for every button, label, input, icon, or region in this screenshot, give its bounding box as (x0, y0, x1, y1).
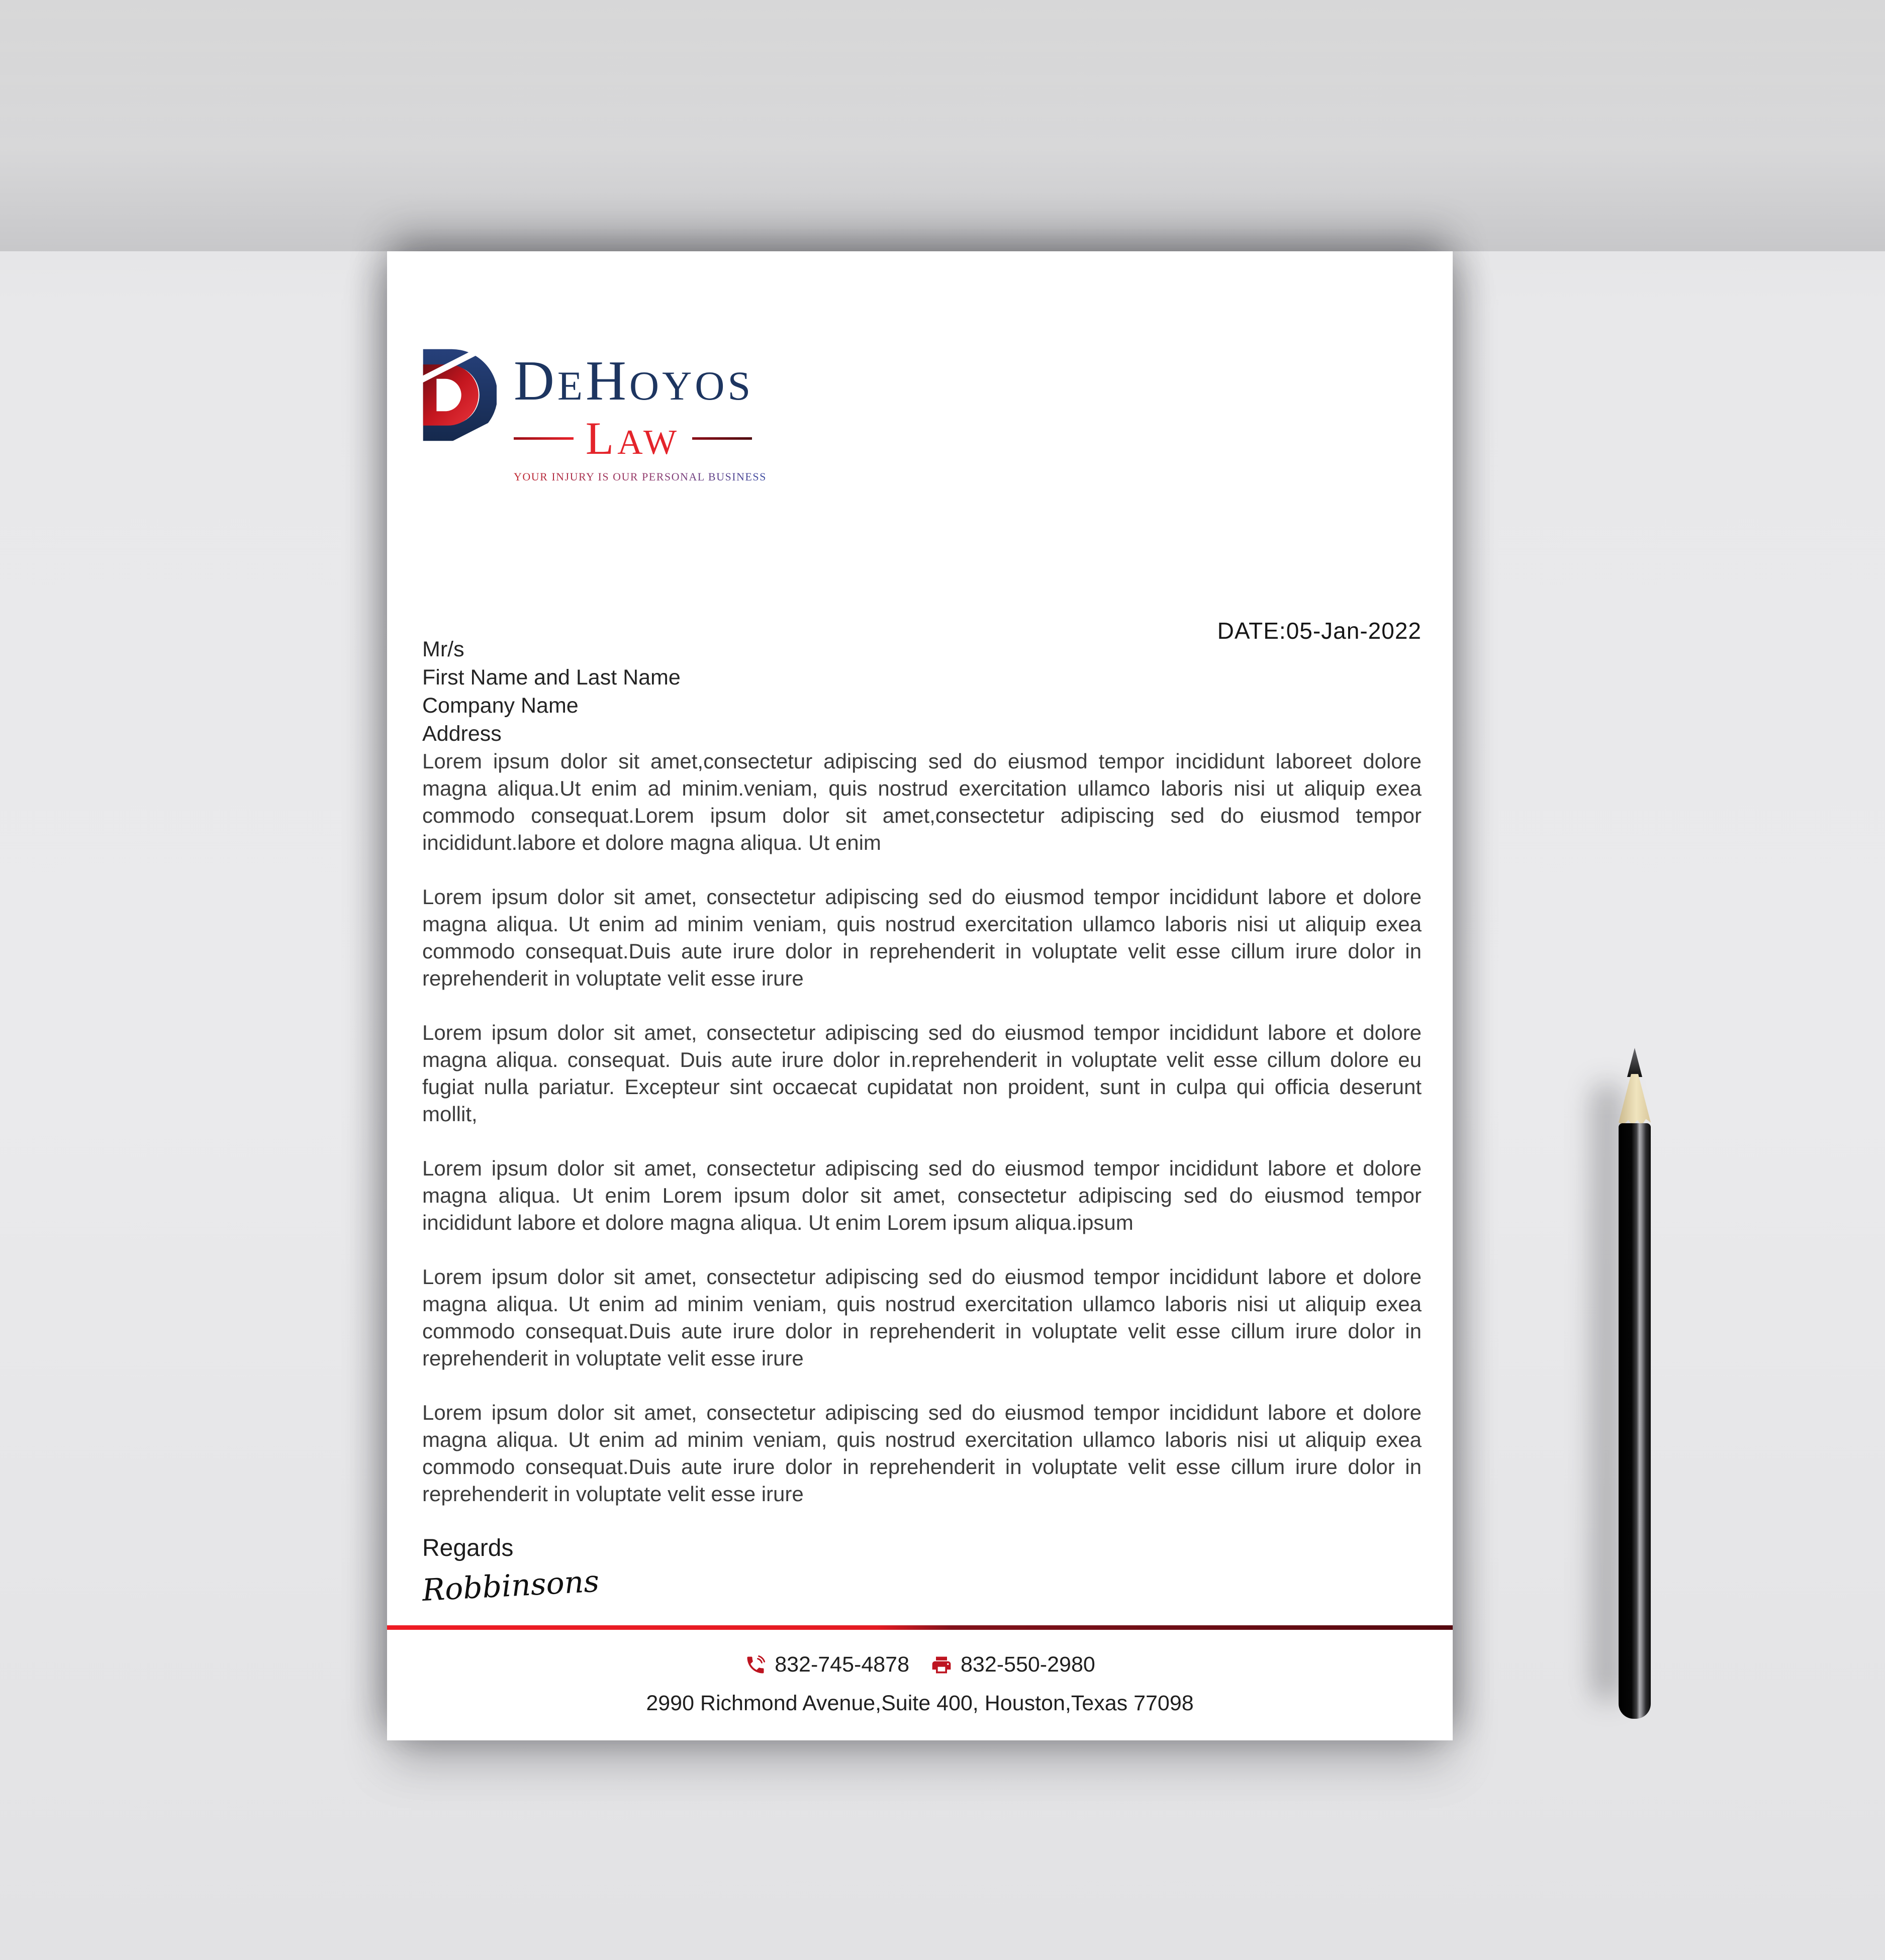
brand-wordmark (514, 350, 767, 412)
law-rule-left (514, 437, 574, 440)
footer-address: 2990 Richmond Avenue,Suite 400, Houston,Texas 77098 (646, 1691, 1194, 1715)
brand-logo (420, 346, 767, 483)
background-shadow (0, 0, 1885, 251)
recipient-company: Company Name (422, 694, 579, 718)
wordmark-letter: H (585, 350, 629, 412)
recipient-block (422, 635, 681, 748)
fax-icon (930, 1654, 953, 1676)
brand-law-word (585, 413, 681, 464)
closing-regards: Regards (422, 1535, 514, 1561)
brand-law-row (514, 413, 752, 464)
fax-contact (930, 1652, 1095, 1677)
pencil (1619, 1048, 1651, 1719)
body-paragraph: Lorem ipsum dolor sit amet, consectetur adipiscing sed do eiusmod tempor incididunt labore et dolore magna aliqua. Ut enim ad minim veniam, quis nostrud exercitation ullamco laboris nisi ut aliquip exea commodo consequat.Duis aute irure dolor in reprehenderit in voluptate velit esse cillum irure dolor in reprehenderit in voluptate velit esse irure (422, 885, 1422, 990)
recipient-address: Address (422, 722, 502, 746)
brand-tagline: YOUR INJURY IS OUR PERSONAL BUSINESS (514, 470, 767, 483)
phone-number: 832-745-4878 (775, 1652, 909, 1677)
brand-text (514, 346, 767, 483)
body-paragraph: Lorem ipsum dolor sit amet, consectetur adipiscing sed do eiusmod tempor incididunt labore et dolore magna aliqua. consequat. Duis aute irure dolor in.reprehenderit in voluptate velit esse cillum dolore eu fugiat nulla pariatur. Excepteur sint occaecat cupidatat non proident, sunt in culpa qui officia deserunt mollit, (422, 1021, 1422, 1126)
body-paragraph: Lorem ipsum dolor sit amet, consectetur adipiscing sed do eiusmod tempor incididunt labore et dolore magna aliqua. Ut enim ad minim veniam, quis nostrud exercitation ullamco laboris nisi ut aliquip exea commodo consequat.Duis aute irure dolor in reprehenderit in voluptate velit esse cillum irure dolor in reprehenderit in voluptate velit esse irure (422, 1265, 1422, 1370)
pencil-graphite-tip (1627, 1048, 1642, 1077)
wordmark-letter: E (557, 363, 586, 409)
footer-contact (387, 1652, 1453, 1716)
recipient-salutation: Mr/s (422, 637, 464, 661)
letterhead-page (387, 251, 1453, 1740)
wordmark-letter: D (514, 350, 557, 412)
phone-contact (744, 1652, 909, 1677)
body-paragraph: Lorem ipsum dolor sit amet, consectetur adipiscing sed do eiusmod tempor incididunt labore et dolore magna aliqua. Ut enim Lorem ipsum dolor sit amet, consectetur adipiscing sed do eiusmod tempor incididunt labore et dolore magna aliqua. Ut enim Lorem ipsum aliqua.ipsum (422, 1156, 1422, 1234)
pencil-shadow (1592, 1083, 1622, 1701)
body-paragraph: Lorem ipsum dolor sit amet,consectetur adipiscing sed do eiusmod tempor incididunt laboreet dolore magna aliqua.Ut enim ad minim.veniam, quis nostrud exercitation ullamco laboris nisi ut aliquip exea commodo consequat.Lorem ipsum dolor sit amet,consectetur adipiscing sed do eiusmod tempor incididunt.labore et dolore magna aliqua. Ut enim (422, 749, 1422, 854)
law-letter: L (585, 413, 618, 464)
date-line: DATE:05-Jan-2022 (1217, 618, 1422, 644)
footer-divider (387, 1625, 1453, 1630)
law-rule-right (692, 437, 752, 440)
phone-icon (744, 1654, 767, 1676)
footer-contact-row (387, 1652, 1453, 1677)
body-paragraph: Lorem ipsum dolor sit amet, consectetur adipiscing sed do eiusmod tempor incididunt labore et dolore magna aliqua. Ut enim ad minim veniam, quis nostrud exercitation ullamco laboris nisi ut aliquip exea commodo consequat.Duis aute irure dolor in reprehenderit in voluptate velit esse cillum irure dolor in reprehenderit in voluptate velit esse irure (422, 1401, 1422, 1506)
recipient-name: First Name and Last Name (422, 665, 681, 690)
law-letters: AW (617, 423, 681, 462)
dehoyos-monogram-icon (420, 346, 497, 444)
fax-number: 832-550-2980 (961, 1652, 1095, 1677)
letter-body (421, 748, 1422, 1608)
wordmark-letter: OYOS (629, 363, 754, 409)
pencil-body (1619, 1123, 1651, 1719)
pencil-wood-collar (1619, 1074, 1651, 1126)
signature: Robbinsons (421, 1563, 600, 1608)
